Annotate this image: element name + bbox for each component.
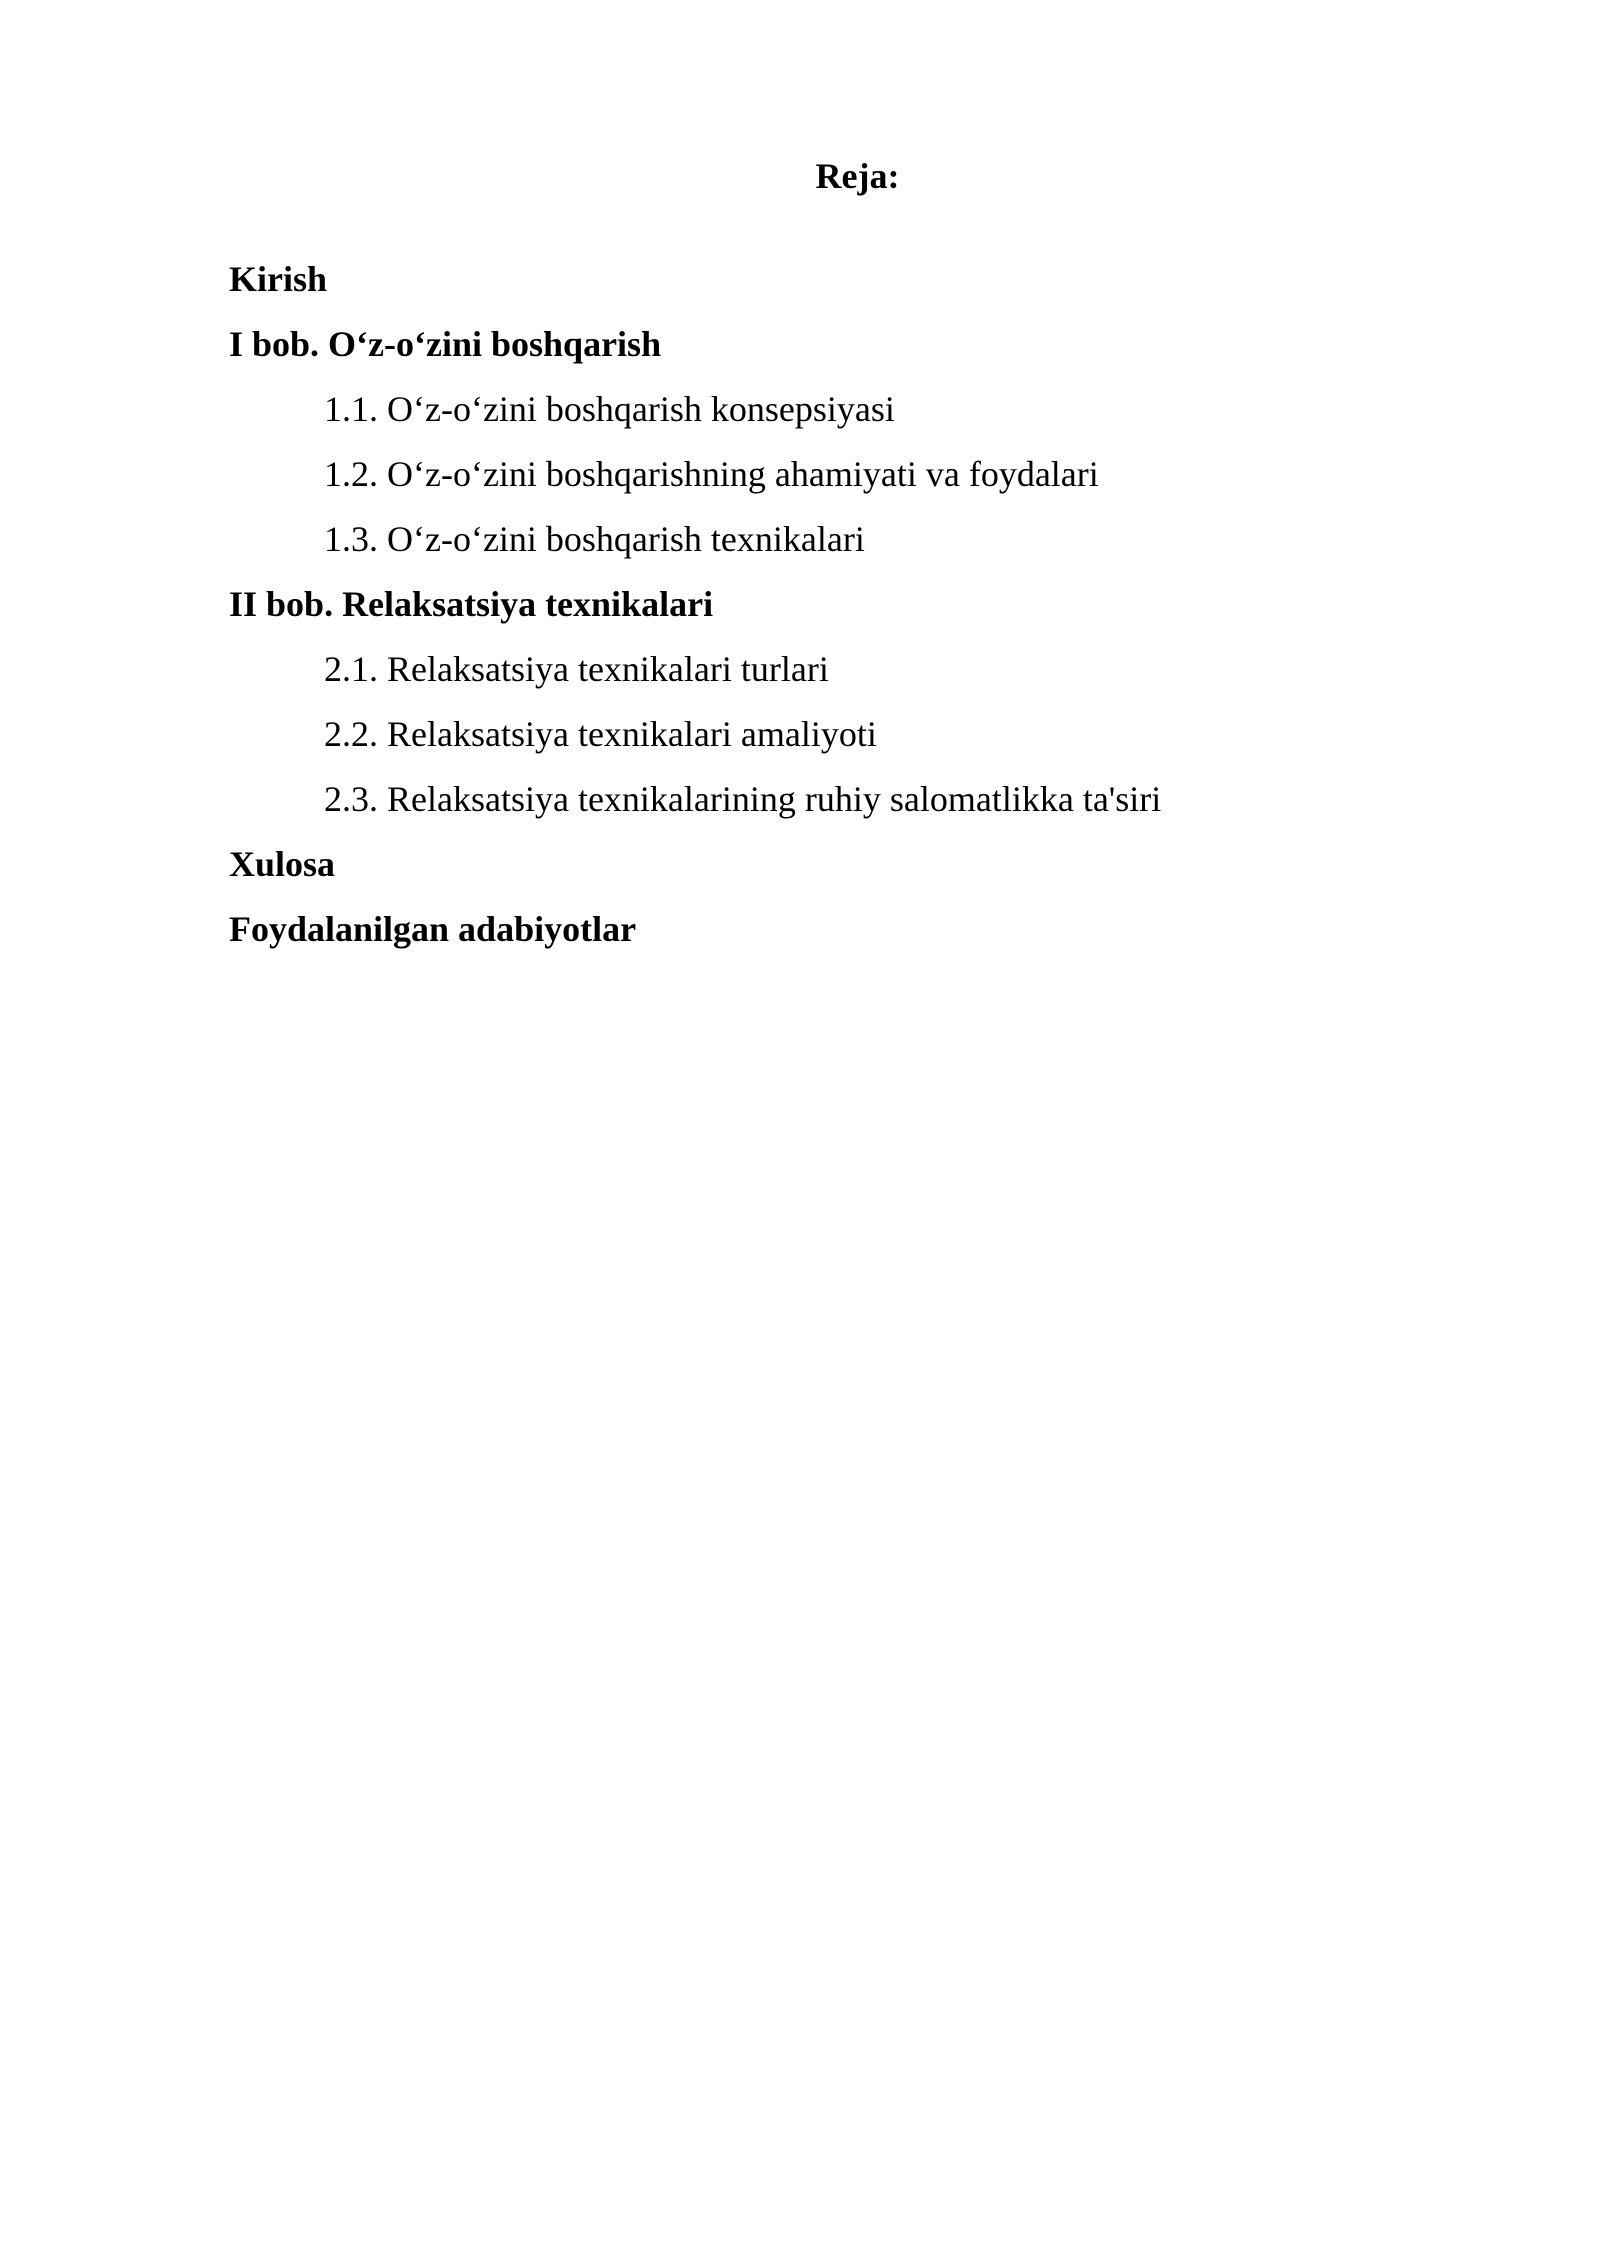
toc-item-section-1-1: 1.1. O‘z-o‘zini boshqarish konsepsiyasi bbox=[324, 389, 895, 429]
toc-item-section-1-3: 1.3. O‘z-o‘zini boshqarish texnikalari bbox=[324, 519, 865, 559]
page-title: Reja: bbox=[815, 156, 900, 196]
toc-item-section-2-3: 2.3. Relaksatsiya texnikalarining ruhiy salomatlikka ta'siri bbox=[324, 779, 1162, 819]
table-of-contents bbox=[229, 247, 1429, 962]
toc-item-section-2-1: 2.1. Relaksatsiya texnikalari turlari bbox=[324, 649, 829, 689]
toc-item-adabiyotlar: Foydalanilgan adabiyotlar bbox=[229, 909, 637, 949]
toc-item-chapter-1: I bob. O‘z-o‘zini boshqarish bbox=[229, 324, 662, 364]
toc-item-xulosa: Xulosa bbox=[229, 844, 336, 884]
toc-item-kirish: Kirish bbox=[229, 259, 328, 299]
toc-item-section-1-2: 1.2. O‘z-o‘zini boshqarishning ahamiyati va foydalari bbox=[324, 454, 1099, 494]
toc-item-chapter-2: II bob. Relaksatsiya texnikalari bbox=[229, 584, 714, 624]
toc-item-section-2-2: 2.2. Relaksatsiya texnikalari amaliyoti bbox=[324, 714, 877, 754]
